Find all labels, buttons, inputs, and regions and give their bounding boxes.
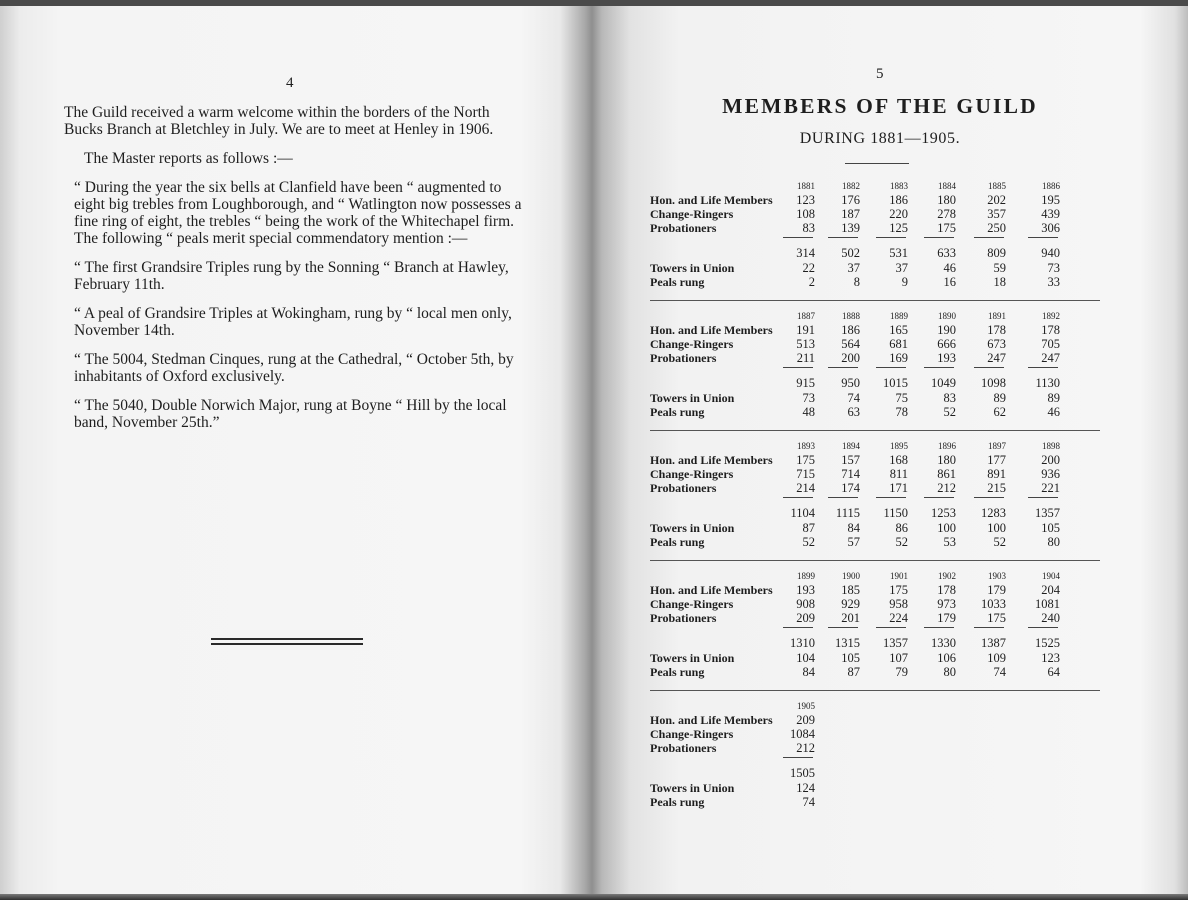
peals-rung-row: [650, 795, 1110, 809]
towers-in-union-row-cell: 106: [937, 651, 956, 665]
peals-rung-row-cell: 79: [895, 665, 908, 679]
hon-life-members-row: [650, 583, 1110, 597]
probationers-row-cell: 214: [796, 481, 815, 495]
hon-life-members-row-cell: 178: [987, 323, 1006, 337]
total-rule: [876, 237, 906, 238]
row-label-towers: Towers in Union: [650, 651, 735, 665]
total-rule: [974, 627, 1004, 628]
members-block-1893: [650, 440, 1110, 549]
row-label-change: Change-Ringers: [650, 467, 734, 481]
towers-in-union-row-cell: 84: [847, 521, 860, 535]
quote-stedman-cinques: “ The 5004, Stedman Cinques, rung at the Cathedral, “ October 5th, by inhabitants of Oxford exclusively.: [74, 351, 514, 385]
towers-in-union-row-cell: 89: [1047, 391, 1060, 405]
year-header-row-cell: 1902: [938, 571, 956, 581]
totals-row-cell: 1104: [790, 506, 815, 520]
probationers-row: [650, 611, 1110, 625]
probationers-row-cell: 175: [937, 221, 956, 235]
hon-life-members-row-cell: 200: [1041, 453, 1060, 467]
year-header-row-cell: 1905: [797, 701, 815, 711]
total-rule: [974, 367, 1004, 368]
peals-rung-row-cell: 8: [853, 275, 860, 289]
page-subtitle: DURING 1881—1905.: [799, 130, 961, 147]
peals-rung-row-cell: 18: [993, 275, 1006, 289]
year-header-row-cell: 1884: [938, 181, 956, 191]
peals-rung-row: [650, 535, 1110, 549]
peals-rung-row: [650, 405, 1110, 419]
year-header-row-cell: 1897: [988, 441, 1006, 451]
towers-in-union-row-cell: 105: [1041, 521, 1060, 535]
year-header-row-cell: 1903: [988, 571, 1006, 581]
hon-life-members-row-cell: 193: [796, 583, 815, 597]
probationers-row-cell: 125: [889, 221, 908, 235]
change-ringers-row-cell: 564: [841, 337, 860, 351]
hon-life-members-row: [650, 193, 1110, 207]
hon-life-members-row-cell: 175: [796, 453, 815, 467]
paragraph-master-reports: The Master reports as follows :—: [84, 150, 293, 167]
peals-rung-row-cell: 48: [802, 405, 815, 419]
change-ringers-row-cell: 220: [889, 207, 908, 221]
probationers-row-cell: 240: [1041, 611, 1060, 625]
year-header-row-cell: 1896: [938, 441, 956, 451]
totals-row-cell: 1525: [1035, 636, 1060, 650]
peals-rung-row-cell: 78: [895, 405, 908, 419]
total-rule: [974, 497, 1004, 498]
row-label-peals: Peals rung: [650, 275, 705, 289]
total-rule: [783, 237, 813, 238]
total-rule: [828, 237, 858, 238]
change-ringers-row-cell: 936: [1041, 467, 1060, 481]
peals-rung-row-cell: 64: [1047, 665, 1060, 679]
probationers-row-cell: 169: [889, 351, 908, 365]
probationers-row-cell: 193: [937, 351, 956, 365]
row-label-peals: Peals rung: [650, 405, 705, 419]
probationers-row-cell: 209: [796, 611, 815, 625]
total-rule: [924, 497, 954, 498]
totals-row-cell: 1098: [981, 376, 1006, 390]
towers-in-union-row-cell: 22: [802, 261, 815, 275]
towers-in-union-row-cell: 74: [847, 391, 860, 405]
hon-life-members-row-cell: 176: [841, 193, 860, 207]
peals-rung-row-cell: 9: [901, 275, 908, 289]
hon-life-members-row: [650, 323, 1110, 337]
hon-life-members-row: [650, 453, 1110, 467]
change-ringers-row-cell: 666: [937, 337, 956, 351]
totals-row: [650, 759, 1110, 781]
total-rule: [1028, 497, 1058, 498]
probationers-row-cell: 247: [1041, 351, 1060, 365]
total-rule: [1028, 237, 1058, 238]
peals-rung-row-cell: 63: [847, 405, 860, 419]
hon-life-members-row-cell: 179: [987, 583, 1006, 597]
change-ringers-row-cell: 1081: [1035, 597, 1060, 611]
change-ringers-row-cell: 705: [1041, 337, 1060, 351]
peals-rung-row-cell: 33: [1047, 275, 1060, 289]
peals-rung-row-cell: 74: [993, 665, 1006, 679]
total-rule: [783, 497, 813, 498]
row-label-change: Change-Ringers: [650, 207, 734, 221]
total-rule: [924, 627, 954, 628]
probationers-row: [650, 351, 1110, 365]
year-header-row-cell: 1885: [988, 181, 1006, 191]
block-separator: [650, 690, 1100, 691]
towers-in-union-row-cell: 86: [895, 521, 908, 535]
members-block-1881: [650, 180, 1110, 289]
change-ringers-row-cell: 357: [987, 207, 1006, 221]
hon-life-members-row-cell: 165: [889, 323, 908, 337]
towers-in-union-row: [650, 261, 1110, 275]
row-label-peals: Peals rung: [650, 535, 705, 549]
change-ringers-row-cell: 714: [841, 467, 860, 481]
peals-rung-row-cell: 53: [943, 535, 956, 549]
change-ringers-row-cell: 513: [796, 337, 815, 351]
totals-row-cell: 1357: [1035, 506, 1060, 520]
change-ringers-row-cell: 891: [987, 467, 1006, 481]
members-block-1887: [650, 310, 1110, 419]
peals-rung-row-cell: 52: [943, 405, 956, 419]
probationers-row-cell: 215: [987, 481, 1006, 495]
row-label-change: Change-Ringers: [650, 597, 734, 611]
change-ringers-row-cell: 681: [889, 337, 908, 351]
left-page-number: 4: [286, 75, 294, 91]
peals-rung-row-cell: 52: [802, 535, 815, 549]
totals-row-cell: 1387: [981, 636, 1006, 650]
hon-life-members-row-cell: 168: [889, 453, 908, 467]
hon-life-members-row-cell: 178: [1041, 323, 1060, 337]
year-header-row-cell: 1883: [890, 181, 908, 191]
year-header-row-cell: 1881: [797, 181, 815, 191]
probationers-row-cell: 174: [841, 481, 860, 495]
row-label-towers: Towers in Union: [650, 261, 735, 275]
year-header-row-cell: 1898: [1042, 441, 1060, 451]
peals-rung-row-cell: 74: [802, 795, 815, 809]
year-header-row-cell: 1887: [797, 311, 815, 321]
towers-in-union-row-cell: 100: [937, 521, 956, 535]
year-header-row-cell: 1892: [1042, 311, 1060, 321]
peals-rung-row-cell: 62: [993, 405, 1006, 419]
total-rule: [828, 627, 858, 628]
towers-in-union-row-cell: 123: [1041, 651, 1060, 665]
totals-row: [650, 499, 1110, 521]
probationers-row-cell: 175: [987, 611, 1006, 625]
hon-life-members-row-cell: 186: [889, 193, 908, 207]
probationers-row: [650, 741, 1110, 755]
hon-life-members-row-cell: 180: [937, 453, 956, 467]
row-label-prob: Probationers: [650, 351, 717, 365]
probationers-row-cell: 139: [841, 221, 860, 235]
year-header-row-cell: 1899: [797, 571, 815, 581]
change-ringers-row-cell: 715: [796, 467, 815, 481]
towers-in-union-row-cell: 100: [987, 521, 1006, 535]
totals-row-cell: 915: [796, 376, 815, 390]
towers-in-union-row-cell: 109: [987, 651, 1006, 665]
totals-row-cell: 531: [889, 246, 908, 260]
quote-grandsire-sonning: “ The first Grandsire Triples rung by the Sonning “ Branch at Hawley, February 11th.: [74, 259, 509, 293]
change-ringers-row-cell: 278: [937, 207, 956, 221]
peals-rung-row-cell: 52: [895, 535, 908, 549]
peals-rung-row-cell: 80: [1047, 535, 1060, 549]
change-ringers-row: [650, 207, 1110, 221]
probationers-row: [650, 221, 1110, 235]
probationers-row-cell: 250: [987, 221, 1006, 235]
change-ringers-row: [650, 597, 1110, 611]
change-ringers-row-cell: 187: [841, 207, 860, 221]
towers-in-union-row-cell: 87: [802, 521, 815, 535]
row-label-hon: Hon. and Life Members: [650, 583, 773, 597]
quote-clanfield: “ During the year the six bells at Clanfield have been “ augmented to eight big trebles from Loughborough, and “ Watlington now possesses a fine ring of eight, the trebles “ being the work of the Whitechapel firm. The following “ peals merit special commendatory mention :—: [74, 179, 522, 247]
hon-life-members-row-cell: 191: [796, 323, 815, 337]
row-label-prob: Probationers: [650, 741, 717, 755]
change-ringers-row-cell: 673: [987, 337, 1006, 351]
block-separator: [650, 300, 1100, 301]
year-header-row-cell: 1889: [890, 311, 908, 321]
block-separator: [650, 560, 1100, 561]
row-label-change: Change-Ringers: [650, 727, 734, 741]
year-header-row-cell: 1895: [890, 441, 908, 451]
hon-life-members-row-cell: 178: [937, 583, 956, 597]
totals-row-cell: 1315: [835, 636, 860, 650]
change-ringers-row-cell: 439: [1041, 207, 1060, 221]
total-rule: [876, 497, 906, 498]
change-ringers-row-cell: 908: [796, 597, 815, 611]
total-rule: [783, 757, 813, 758]
year-header-row: [650, 310, 1110, 323]
peals-rung-row-cell: 2: [808, 275, 815, 289]
row-label-change: Change-Ringers: [650, 337, 734, 351]
paragraph-guild-welcome: The Guild received a warm welcome within the borders of the North Bucks Branch at Bletchley in July. We are to meet at Henley in 1906.: [64, 104, 494, 138]
change-ringers-row: [650, 337, 1110, 351]
probationers-row-cell: 179: [937, 611, 956, 625]
total-rule: [828, 367, 858, 368]
totals-row-cell: 1357: [883, 636, 908, 650]
year-header-row-cell: 1886: [1042, 181, 1060, 191]
probationers-row: [650, 481, 1110, 495]
hon-life-members-row-cell: 204: [1041, 583, 1060, 597]
year-header-row-cell: 1890: [938, 311, 956, 321]
total-rule: [924, 367, 954, 368]
total-rule: [876, 367, 906, 368]
probationers-row-cell: 224: [889, 611, 908, 625]
towers-in-union-row-cell: 89: [993, 391, 1006, 405]
peals-rung-row: [650, 665, 1110, 679]
change-ringers-row: [650, 467, 1110, 481]
towers-in-union-row-cell: 73: [1047, 261, 1060, 275]
totals-row-cell: 314: [796, 246, 815, 260]
towers-in-union-row-cell: 59: [993, 261, 1006, 275]
hon-life-members-row-cell: 180: [937, 193, 956, 207]
totals-row: [650, 239, 1110, 261]
year-header-row-cell: 1904: [1042, 571, 1060, 581]
probationers-row-cell: 171: [889, 481, 908, 495]
total-rule: [1028, 367, 1058, 368]
row-label-prob: Probationers: [650, 611, 717, 625]
members-block-1899: [650, 570, 1110, 679]
probationers-row-cell: 211: [796, 351, 815, 365]
towers-in-union-row: [650, 781, 1110, 795]
change-ringers-row-cell: 811: [889, 467, 908, 481]
row-label-hon: Hon. and Life Members: [650, 453, 773, 467]
row-label-prob: Probationers: [650, 221, 717, 235]
row-label-towers: Towers in Union: [650, 391, 735, 405]
end-rule-top: [211, 638, 363, 640]
towers-in-union-row-cell: 83: [943, 391, 956, 405]
peals-rung-row-cell: 52: [993, 535, 1006, 549]
row-label-hon: Hon. and Life Members: [650, 193, 773, 207]
towers-in-union-row-cell: 37: [895, 261, 908, 275]
towers-in-union-row-cell: 46: [943, 261, 956, 275]
change-ringers-row-cell: 973: [937, 597, 956, 611]
year-header-row-cell: 1882: [842, 181, 860, 191]
totals-row-cell: 950: [841, 376, 860, 390]
peals-rung-row-cell: 16: [943, 275, 956, 289]
change-ringers-row-cell: 1084: [790, 727, 815, 741]
row-label-hon: Hon. and Life Members: [650, 713, 773, 727]
total-rule: [828, 497, 858, 498]
totals-row-cell: 1505: [790, 766, 815, 780]
total-rule: [783, 627, 813, 628]
hon-life-members-row-cell: 157: [841, 453, 860, 467]
row-label-peals: Peals rung: [650, 795, 705, 809]
hon-life-members-row: [650, 713, 1110, 727]
year-header-row-cell: 1888: [842, 311, 860, 321]
totals-row-cell: 1310: [790, 636, 815, 650]
hon-life-members-row-cell: 202: [987, 193, 1006, 207]
probationers-row-cell: 306: [1041, 221, 1060, 235]
totals-row-cell: 1049: [931, 376, 956, 390]
hon-life-members-row-cell: 186: [841, 323, 860, 337]
probationers-row-cell: 200: [841, 351, 860, 365]
year-header-row-cell: 1900: [842, 571, 860, 581]
hon-life-members-row-cell: 209: [796, 713, 815, 727]
page-title: MEMBERS OF THE GUILD: [722, 94, 1038, 118]
peals-rung-row: [650, 275, 1110, 289]
year-header-row: [650, 570, 1110, 583]
peals-rung-row-cell: 46: [1047, 405, 1060, 419]
hon-life-members-row-cell: 175: [889, 583, 908, 597]
top-page-edge: [0, 0, 1188, 6]
year-header-row: [650, 180, 1110, 193]
hon-life-members-row-cell: 123: [796, 193, 815, 207]
year-header-row: [650, 700, 1110, 713]
totals-row-cell: 1330: [931, 636, 956, 650]
probationers-row-cell: 212: [796, 741, 815, 755]
year-header-row: [650, 440, 1110, 453]
totals-row-cell: 633: [937, 246, 956, 260]
change-ringers-row: [650, 727, 1110, 741]
row-label-hon: Hon. and Life Members: [650, 323, 773, 337]
towers-in-union-row: [650, 651, 1110, 665]
probationers-row-cell: 201: [841, 611, 860, 625]
totals-row-cell: 1150: [883, 506, 908, 520]
block-separator: [650, 430, 1100, 431]
towers-in-union-row-cell: 124: [796, 781, 815, 795]
totals-row-cell: 809: [987, 246, 1006, 260]
subtitle-rule: [845, 163, 909, 164]
totals-row-cell: 1253: [931, 506, 956, 520]
row-label-peals: Peals rung: [650, 665, 705, 679]
hon-life-members-row-cell: 195: [1041, 193, 1060, 207]
row-label-towers: Towers in Union: [650, 781, 735, 795]
change-ringers-row-cell: 958: [889, 597, 908, 611]
probationers-row-cell: 83: [802, 221, 815, 235]
totals-row: [650, 629, 1110, 651]
quote-grandsire-wokingham: “ A peal of Grandsire Triples at Wokingham, rung by “ local men only, November 14th.: [74, 305, 512, 339]
totals-row-cell: 1015: [883, 376, 908, 390]
change-ringers-row-cell: 1033: [981, 597, 1006, 611]
towers-in-union-row-cell: 107: [889, 651, 908, 665]
total-rule: [783, 367, 813, 368]
totals-row-cell: 1283: [981, 506, 1006, 520]
peals-rung-row-cell: 80: [943, 665, 956, 679]
towers-in-union-row: [650, 521, 1110, 535]
totals-row-cell: 502: [841, 246, 860, 260]
total-rule: [924, 237, 954, 238]
hon-life-members-row-cell: 190: [937, 323, 956, 337]
change-ringers-row-cell: 929: [841, 597, 860, 611]
end-rule-bottom: [211, 643, 363, 645]
bottom-page-edge: [0, 894, 1188, 900]
right-page-number: 5: [876, 66, 884, 82]
year-header-row-cell: 1891: [988, 311, 1006, 321]
total-rule: [1028, 627, 1058, 628]
totals-row-cell: 1130: [1035, 376, 1060, 390]
hon-life-members-row-cell: 185: [841, 583, 860, 597]
towers-in-union-row-cell: 105: [841, 651, 860, 665]
members-block-1905: [650, 700, 1110, 809]
totals-row-cell: 1115: [835, 506, 860, 520]
year-header-row-cell: 1901: [890, 571, 908, 581]
left-page-text: [64, 104, 526, 443]
peals-rung-row-cell: 87: [847, 665, 860, 679]
row-label-towers: Towers in Union: [650, 521, 735, 535]
year-header-row-cell: 1893: [797, 441, 815, 451]
towers-in-union-row: [650, 391, 1110, 405]
peals-rung-row-cell: 57: [847, 535, 860, 549]
peals-rung-row-cell: 84: [802, 665, 815, 679]
towers-in-union-row-cell: 104: [796, 651, 815, 665]
probationers-row-cell: 221: [1041, 481, 1060, 495]
towers-in-union-row-cell: 73: [802, 391, 815, 405]
totals-row-cell: 940: [1041, 246, 1060, 260]
change-ringers-row-cell: 861: [937, 467, 956, 481]
change-ringers-row-cell: 108: [796, 207, 815, 221]
total-rule: [974, 237, 1004, 238]
towers-in-union-row-cell: 37: [847, 261, 860, 275]
towers-in-union-row-cell: 75: [895, 391, 908, 405]
hon-life-members-row-cell: 177: [987, 453, 1006, 467]
year-header-row-cell: 1894: [842, 441, 860, 451]
total-rule: [876, 627, 906, 628]
totals-row: [650, 369, 1110, 391]
probationers-row-cell: 247: [987, 351, 1006, 365]
probationers-row-cell: 212: [937, 481, 956, 495]
quote-double-norwich: “ The 5040, Double Norwich Major, rung at Boyne “ Hill by the local band, November 25th.”: [74, 397, 507, 431]
row-label-prob: Probationers: [650, 481, 717, 495]
